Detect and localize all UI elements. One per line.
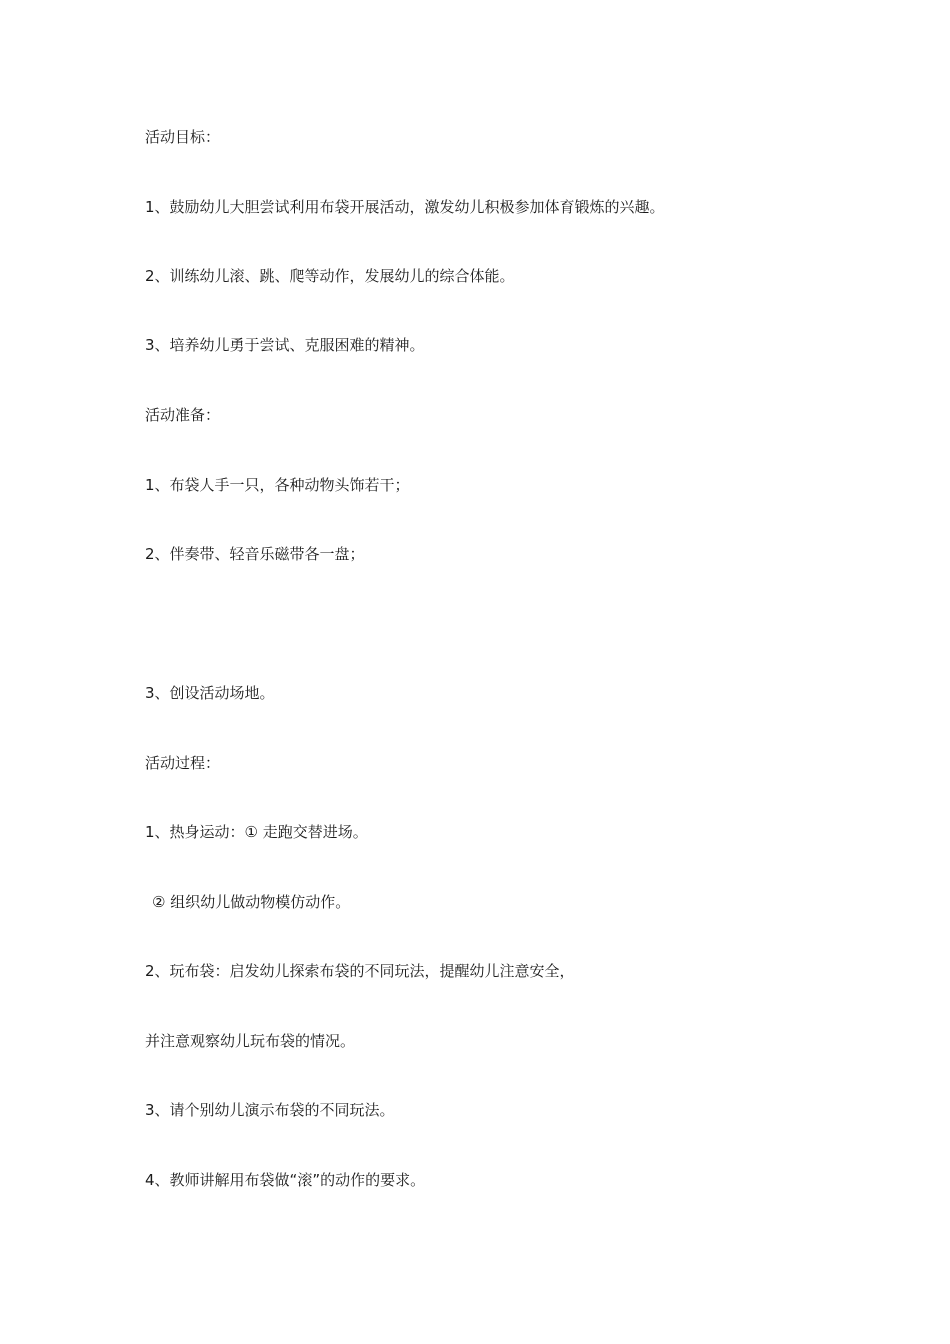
- preparation-item-2: 2、伴奏带、轻音乐磁带各一盘；: [145, 545, 365, 563]
- process-item-2: 2、玩布袋：启发幼儿探索布袋的不同玩法，提醒幼儿注意安全，: [145, 962, 575, 980]
- preparation-item-3: 3、创设活动场地。: [145, 684, 275, 702]
- preparation-item-1: 1、布袋人手一只，各种动物头饰若干；: [145, 476, 410, 494]
- process-item-4: 4、教师讲解用布袋做“滚”的动作的要求。: [145, 1171, 426, 1189]
- goal-item-2: 2、训练幼儿滚、跳、爬等动作，发展幼儿的综合体能。: [145, 267, 515, 285]
- goal-item-1: 1、鼓励幼儿大胆尝试利用布袋开展活动，激发幼儿积极参加体育锻炼的兴趣。: [145, 198, 665, 216]
- process-item-1: 1、热身运动：① 走跑交替进场。: [145, 823, 368, 841]
- process-item-2-continued: 并注意观察幼儿玩布袋的情况。: [145, 1032, 356, 1050]
- section-heading-preparation: 活动准备：: [145, 406, 221, 424]
- goal-item-3: 3、培养幼儿勇于尝试、克服困难的精神。: [145, 336, 425, 354]
- section-heading-process: 活动过程：: [145, 754, 221, 772]
- section-heading-goals: 活动目标：: [145, 128, 221, 146]
- process-item-3: 3、请个别幼儿演示布袋的不同玩法。: [145, 1101, 395, 1119]
- process-item-1-sub-2: ② 组织幼儿做动物模仿动作。: [152, 893, 351, 911]
